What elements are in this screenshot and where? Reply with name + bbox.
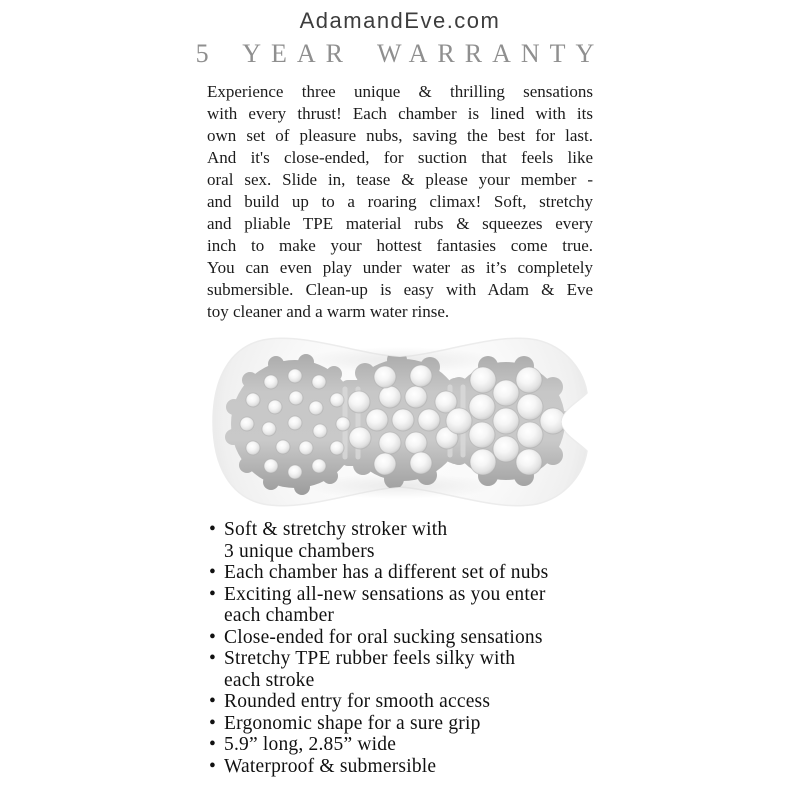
feature-line: Exciting all-new sensations as you enter [224,583,546,605]
feature-line: Ergonomic shape for a sure grip [224,712,481,734]
feature-item [207,756,593,778]
feature-line: 3 unique chambers [224,540,375,562]
description-line: inch to make your hottest fantasies come true. [207,236,593,255]
description-line: Experience three unique & thrilling sensations [207,82,593,101]
feature-line: Waterproof & submersible [224,755,437,777]
feature-line: Stretchy TPE rubber feels silky with [224,648,516,669]
feature-line: each stroke [224,669,315,691]
feature-line: Close-ended for oral sucking sensations [224,626,543,648]
product-cross-section-illustration [207,327,593,517]
description-line: with every thrust! Each chamber is lined with its [207,104,593,123]
site-title: AdamandEve.com [299,8,501,33]
feature-item [207,691,593,713]
bullet-icon: • [209,691,217,712]
feature-item [207,562,593,584]
bullet-icon: • [209,626,217,648]
warranty-heading: 5 YEAR WARRANTY [195,39,605,68]
bullet-icon: • [209,583,217,605]
description-line: oral sex. Slide in, tease & please your member - [207,170,593,189]
feature-item [207,627,593,649]
product-description [207,81,593,323]
feature-item [207,519,593,562]
feature-line: 5.9” long, 2.85” wide [224,734,397,755]
feature-item [207,584,593,627]
cavity [225,350,574,495]
feature-line: Soft & stretchy stroker with [224,519,448,540]
product-figure [207,327,593,517]
feature-line: Each chamber has a different set of nubs [224,562,549,583]
description-line: You can even play under water as it’s completely [207,258,593,277]
bullet-icon: • [209,519,217,540]
description-line: And it's close-ended, for suction that feels like [207,148,593,167]
bullet-icon: • [209,712,217,734]
description-line: toy cleaner and a warm water rinse. [207,302,450,321]
bullet-icon: • [209,734,217,755]
feature-item [207,734,593,756]
description-line: and build up to a roaring climax! Soft, stretchy [207,192,593,211]
bullet-icon: • [209,648,217,669]
bullet-icon: • [209,755,217,777]
feature-line: Rounded entry for smooth access [224,691,491,712]
feature-list [207,519,593,777]
description-line: and pliable TPE material rubs & squeezes every [207,214,593,233]
feature-item [207,648,593,691]
feature-line: each chamber [224,605,335,626]
feature-item [207,713,593,735]
description-line: own set of pleasure nubs, saving the best for last. [207,126,593,145]
description-line: submersible. Clean-up is easy with Adam & Eve [207,280,593,299]
bullet-icon: • [209,562,217,583]
